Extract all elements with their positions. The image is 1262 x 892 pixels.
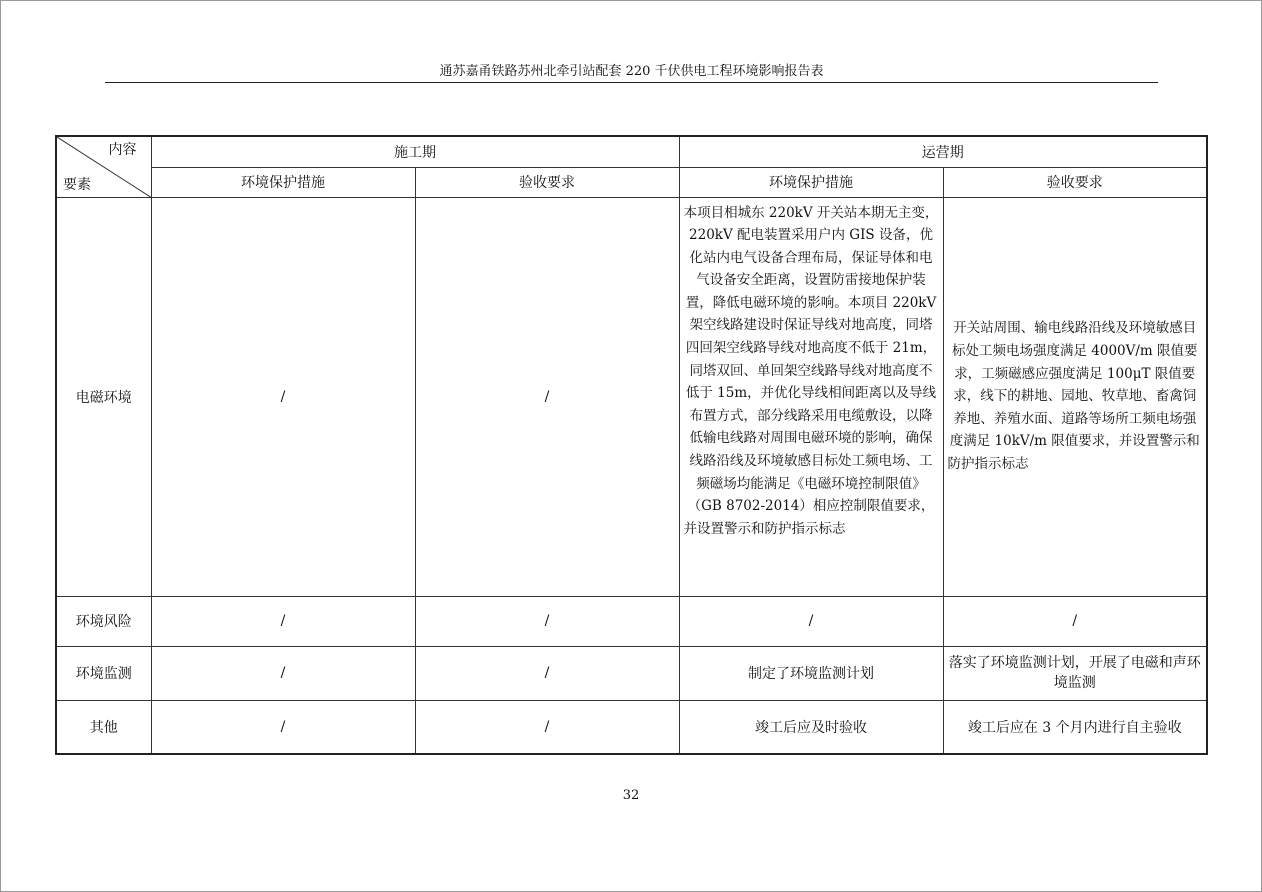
table-row	[56, 646, 1207, 700]
construction-acceptance-header: 验收要求	[415, 167, 679, 197]
operation-measures-cell: 竣工后应及时验收	[679, 700, 943, 754]
report-header-title: 通苏嘉甬铁路苏州北牵引站配套 220 千伏供电工程环境影响报告表	[439, 64, 824, 79]
corner-label-element: 要素	[63, 176, 91, 193]
construction-measures-header: 环境保护措施	[151, 167, 415, 197]
table-row	[56, 197, 1207, 596]
environmental-measures-table	[55, 135, 1208, 755]
row-element-label: 电磁环境	[56, 197, 151, 596]
construction-acceptance-cell: /	[415, 700, 679, 754]
header-divider	[105, 82, 1158, 83]
operation-acceptance-header: 验收要求	[943, 167, 1207, 197]
row-element-label: 其他	[56, 700, 151, 754]
operation-period-header: 运营期	[679, 136, 1207, 167]
construction-period-header: 施工期	[151, 136, 679, 167]
construction-acceptance-cell: /	[415, 596, 679, 646]
table-header-row-sub	[56, 167, 1207, 197]
operation-measures-cell: 本项目相城东 220kV 开关站本期无主变，220kV 配电装置采用户内 GIS 设备，优化站内电气设备合理布局，保证导体和电气设备安全距离，设置防雷接地保护装置，降低电磁环境的影响。本项目 220kV 架空线路建设时保证导线对地高度，同塔四回架空线路导线对地高度不低于 21m，同塔双回、单回架空线路导线对地高度不低于 15m，并优化导线相间距离以及导线布置方式，部分线路采用电缆敷设，以降低输电线路对周围电磁环境的影响，确保线路沿线及环境敏感目标处工频电场、工频磁场均能满足《电磁环境控制限值》（GB 8702-2014）相应控制限值要求，并设置警示和防护指示标志	[679, 197, 943, 596]
row-element-label: 环境风险	[56, 596, 151, 646]
operation-acceptance-cell: 竣工后应在 3 个月内进行自主验收	[943, 700, 1207, 754]
construction-measures-cell: /	[151, 596, 415, 646]
page-number: 32	[622, 788, 640, 803]
corner-label-content: 内容	[108, 142, 137, 158]
table-row	[56, 700, 1207, 754]
construction-acceptance-cell: /	[415, 646, 679, 700]
construction-measures-cell: /	[151, 197, 415, 596]
operation-measures-header: 环境保护措施	[679, 167, 943, 197]
operation-measures-cell: 制定了环境监测计划	[679, 646, 943, 700]
table-row	[56, 596, 1207, 646]
operation-acceptance-cell: 落实了环境监测计划，开展了电磁和声环境监测	[943, 646, 1207, 700]
operation-acceptance-cell: /	[943, 596, 1207, 646]
construction-measures-cell: /	[151, 700, 415, 754]
operation-acceptance-cell: 开关站周围、输电线路沿线及环境敏感目标处工频电场强度满足 4000V/m 限值要求，工频磁感应强度满足 100μT 限值要求，线下的耕地、园地、牧草地、畜禽饲养地、养殖水面、道路等场所工频电场强度满足 10kV/m 限值要求，并设置警示和防护指示标志	[943, 197, 1207, 596]
row-element-label: 环境监测	[56, 646, 151, 700]
table-header-row-period	[56, 136, 1207, 167]
diagonal-header-cell	[56, 136, 151, 197]
operation-measures-cell: /	[679, 596, 943, 646]
construction-acceptance-cell: /	[415, 197, 679, 596]
construction-measures-cell: /	[151, 646, 415, 700]
